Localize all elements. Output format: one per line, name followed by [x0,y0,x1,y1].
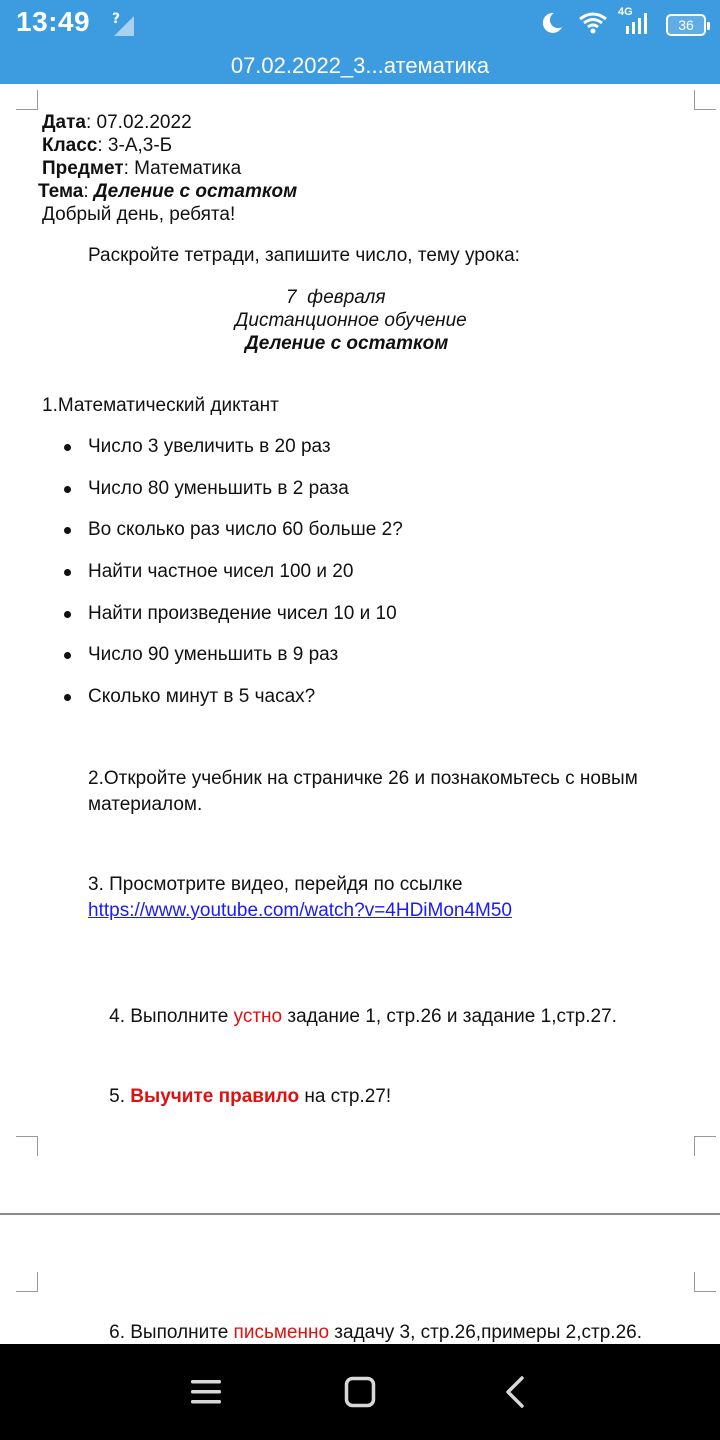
battery-icon [666,14,706,36]
no-sim-signal-icon [110,10,136,43]
menu-button[interactable] [184,1372,228,1412]
page-corner-mark [16,90,38,110]
section-2-line-1: 2.Откройте учебник на страничке 26 и познакомьтесь с новым [88,768,638,789]
centered-date: 7 февраля [286,287,386,308]
topic-separator: : [83,181,94,202]
back-arrow-icon [502,1375,526,1409]
document-title: 07.02.2022_3...атематика [230,53,490,78]
list-item: Число 3 увеличить в 20 раз [64,434,403,476]
list-item: Найти частное чисел 100 и 20 [64,559,403,601]
youtube-video-link[interactable]: https://www.youtube.com/watch?v=4HDiMon4M50 [88,900,513,921]
dictation-list [64,434,403,726]
battery-level: 36 [678,17,694,33]
page-corner-mark [16,1272,38,1292]
section-6-suffix: задачу 3, стр.26,примеры 2,стр.26. [329,1322,642,1343]
list-item: Сколько минут в 5 часах? [64,684,403,726]
section-6-line [88,1294,642,1344]
class-label: Класс [42,135,98,156]
home-square-icon [344,1376,376,1408]
document-title-bar [0,48,720,84]
page-corner-mark [16,1136,38,1156]
wifi-icon [578,11,608,40]
navigation-bar [0,1344,720,1440]
class-value: : 3-А,3-Б [97,135,173,156]
section-4-prefix: 4. Выполните [109,1006,234,1027]
section-5-highlight: Выучите правило [130,1086,300,1107]
network-type-label: 4G [618,5,633,18]
section-3-text: 3. Просмотрите видео, перейдя по ссылке [88,874,463,895]
list-item: Число 90 уменьшить в 9 раз [64,642,403,684]
subject-value: : Математика [123,158,242,179]
status-bar [0,0,720,48]
section-1-title: 1.Математический диктант [42,395,279,416]
page-corner-mark [694,1136,716,1156]
section-2-line-2: материалом. [88,794,203,815]
menu-icon [190,1377,222,1407]
list-item: Найти произведение чисел 10 и 10 [64,601,403,643]
centered-topic: Деление с остатком [245,333,449,354]
moon-icon [538,10,564,41]
section-6-highlight: письменно [233,1322,330,1343]
status-time: 13:49 [16,6,91,37]
status-icons [538,5,706,40]
page-corner-mark [694,90,716,110]
date-value: : 07.02.2022 [85,112,192,133]
section-5-suffix: на стр.27! [299,1086,392,1107]
list-item: Число 80 уменьшить в 2 раза [64,476,403,518]
topic-label: Тема [38,181,84,202]
topic-value: Деление с остатком [93,181,298,202]
section-4-suffix: задание 1, стр.26 и задание 1,стр.27. [282,1006,617,1027]
section-6-prefix: 6. Выполните [109,1322,234,1343]
home-button[interactable] [338,1372,382,1412]
list-item: Во сколько раз число 60 больше 2? [64,517,403,559]
instruction-text: Раскройте тетради, запишите число, тему урока: [88,245,520,266]
page-separator [0,1213,720,1215]
date-label: Дата [42,112,86,133]
centered-subtitle: Дистанционное обучение [235,310,467,331]
subject-label: Предмет [42,158,124,179]
back-button[interactable] [492,1372,536,1412]
document-page[interactable] [0,84,720,1344]
signal-icon [618,5,652,41]
section-4-line [88,978,617,1056]
section-4-highlight: устно [233,1006,283,1027]
svg-text:?: ? [112,11,121,27]
section-5-line [88,1058,391,1136]
page-corner-mark [694,1272,716,1292]
section-5-prefix: 5. [109,1086,131,1107]
greeting: Добрый день, ребята! [42,204,236,225]
